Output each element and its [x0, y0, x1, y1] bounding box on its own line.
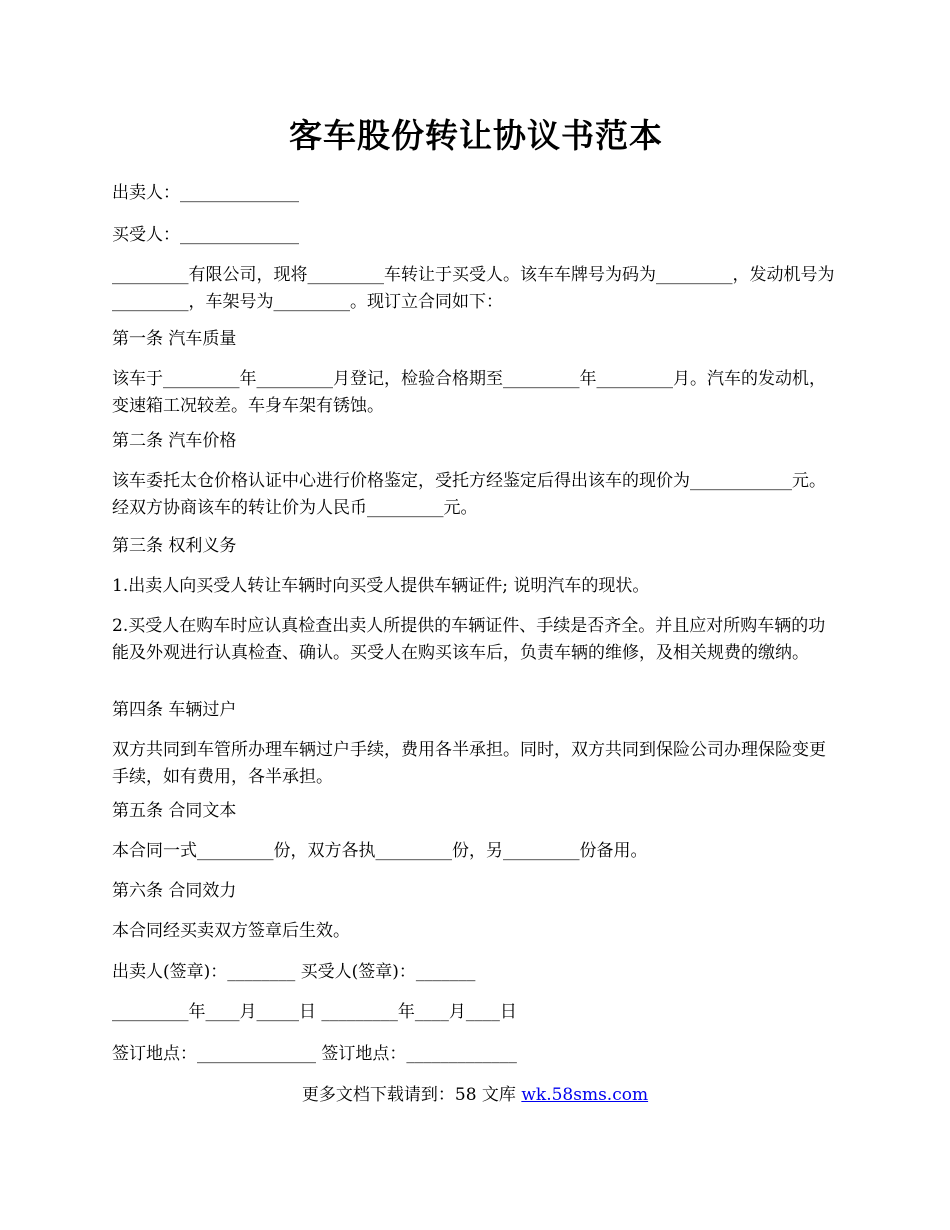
article-3-heading: 第三条 权利义务	[112, 536, 237, 556]
article-6-body: 本合同经买卖双方签章后生效。	[112, 921, 350, 941]
article-3-item-1: 1.出卖人向买受人转让车辆时向买受人提供车辆证件; 说明汽车的现状。	[112, 576, 650, 596]
article-1-heading: 第一条 汽车质量	[112, 329, 237, 349]
date-line: _________年____月_____日 _________年____月____日	[112, 1002, 517, 1022]
signing-place-line: 签订地点：______________ 签订地点：_____________	[112, 1044, 517, 1064]
footer-text: 更多文档下载请到：58 文库	[301, 1085, 522, 1105]
article-2-body: 该车委托太仓价格认证中心进行价格鉴定，受托方经鉴定后得出该车的现价为____________元。经双方协商该车的转让价为人民币_________元。	[112, 471, 826, 518]
article-5-body: 本合同一式_________份，双方各执_________份，另_________份备用。	[112, 841, 648, 861]
footer	[0, 1082, 950, 1109]
article-5-heading: 第五条 合同文本	[112, 801, 237, 821]
article-3-item-2: 2.买受人在购车时应认真检查出卖人所提供的车辆证件、手续是否齐全。并且应对所购车辆的功能及外观进行认真检查、确认。买受人在购买该车后，负责车辆的维修，及相关规费的缴纳。	[112, 616, 826, 663]
article-4-heading: 第四条 车辆过户	[112, 700, 237, 720]
seller-line: 出卖人：______________	[112, 183, 299, 203]
footer-link[interactable]: wk.58sms.com	[521, 1085, 649, 1105]
article-6-heading: 第六条 合同效力	[112, 881, 237, 901]
buyer-line: 买受人：______________	[112, 225, 299, 245]
article-4-body: 双方共同到车管所办理车辆过户手续，费用各半承担。同时，双方共同到保险公司办理保险变更手续，如有费用，各半承担。	[112, 740, 826, 787]
document-title: 客车股份转让协议书范本	[289, 116, 663, 155]
article-2-heading: 第二条 汽车价格	[112, 431, 237, 451]
signature-line: 出卖人(签章)：________ 买受人(签章)：_______	[112, 962, 476, 982]
article-1-body: 该车于_________年_________月登记，检验合格期至_________年_________月。汽车的发动机，变速箱工况较差。车身车架有锈蚀。	[112, 369, 826, 416]
intro-paragraph: _________有限公司，现将_________车转让于买受人。该车车牌号为码为_________，发动机号为_________，车架号为_________。现订立合同如下：	[112, 265, 835, 312]
